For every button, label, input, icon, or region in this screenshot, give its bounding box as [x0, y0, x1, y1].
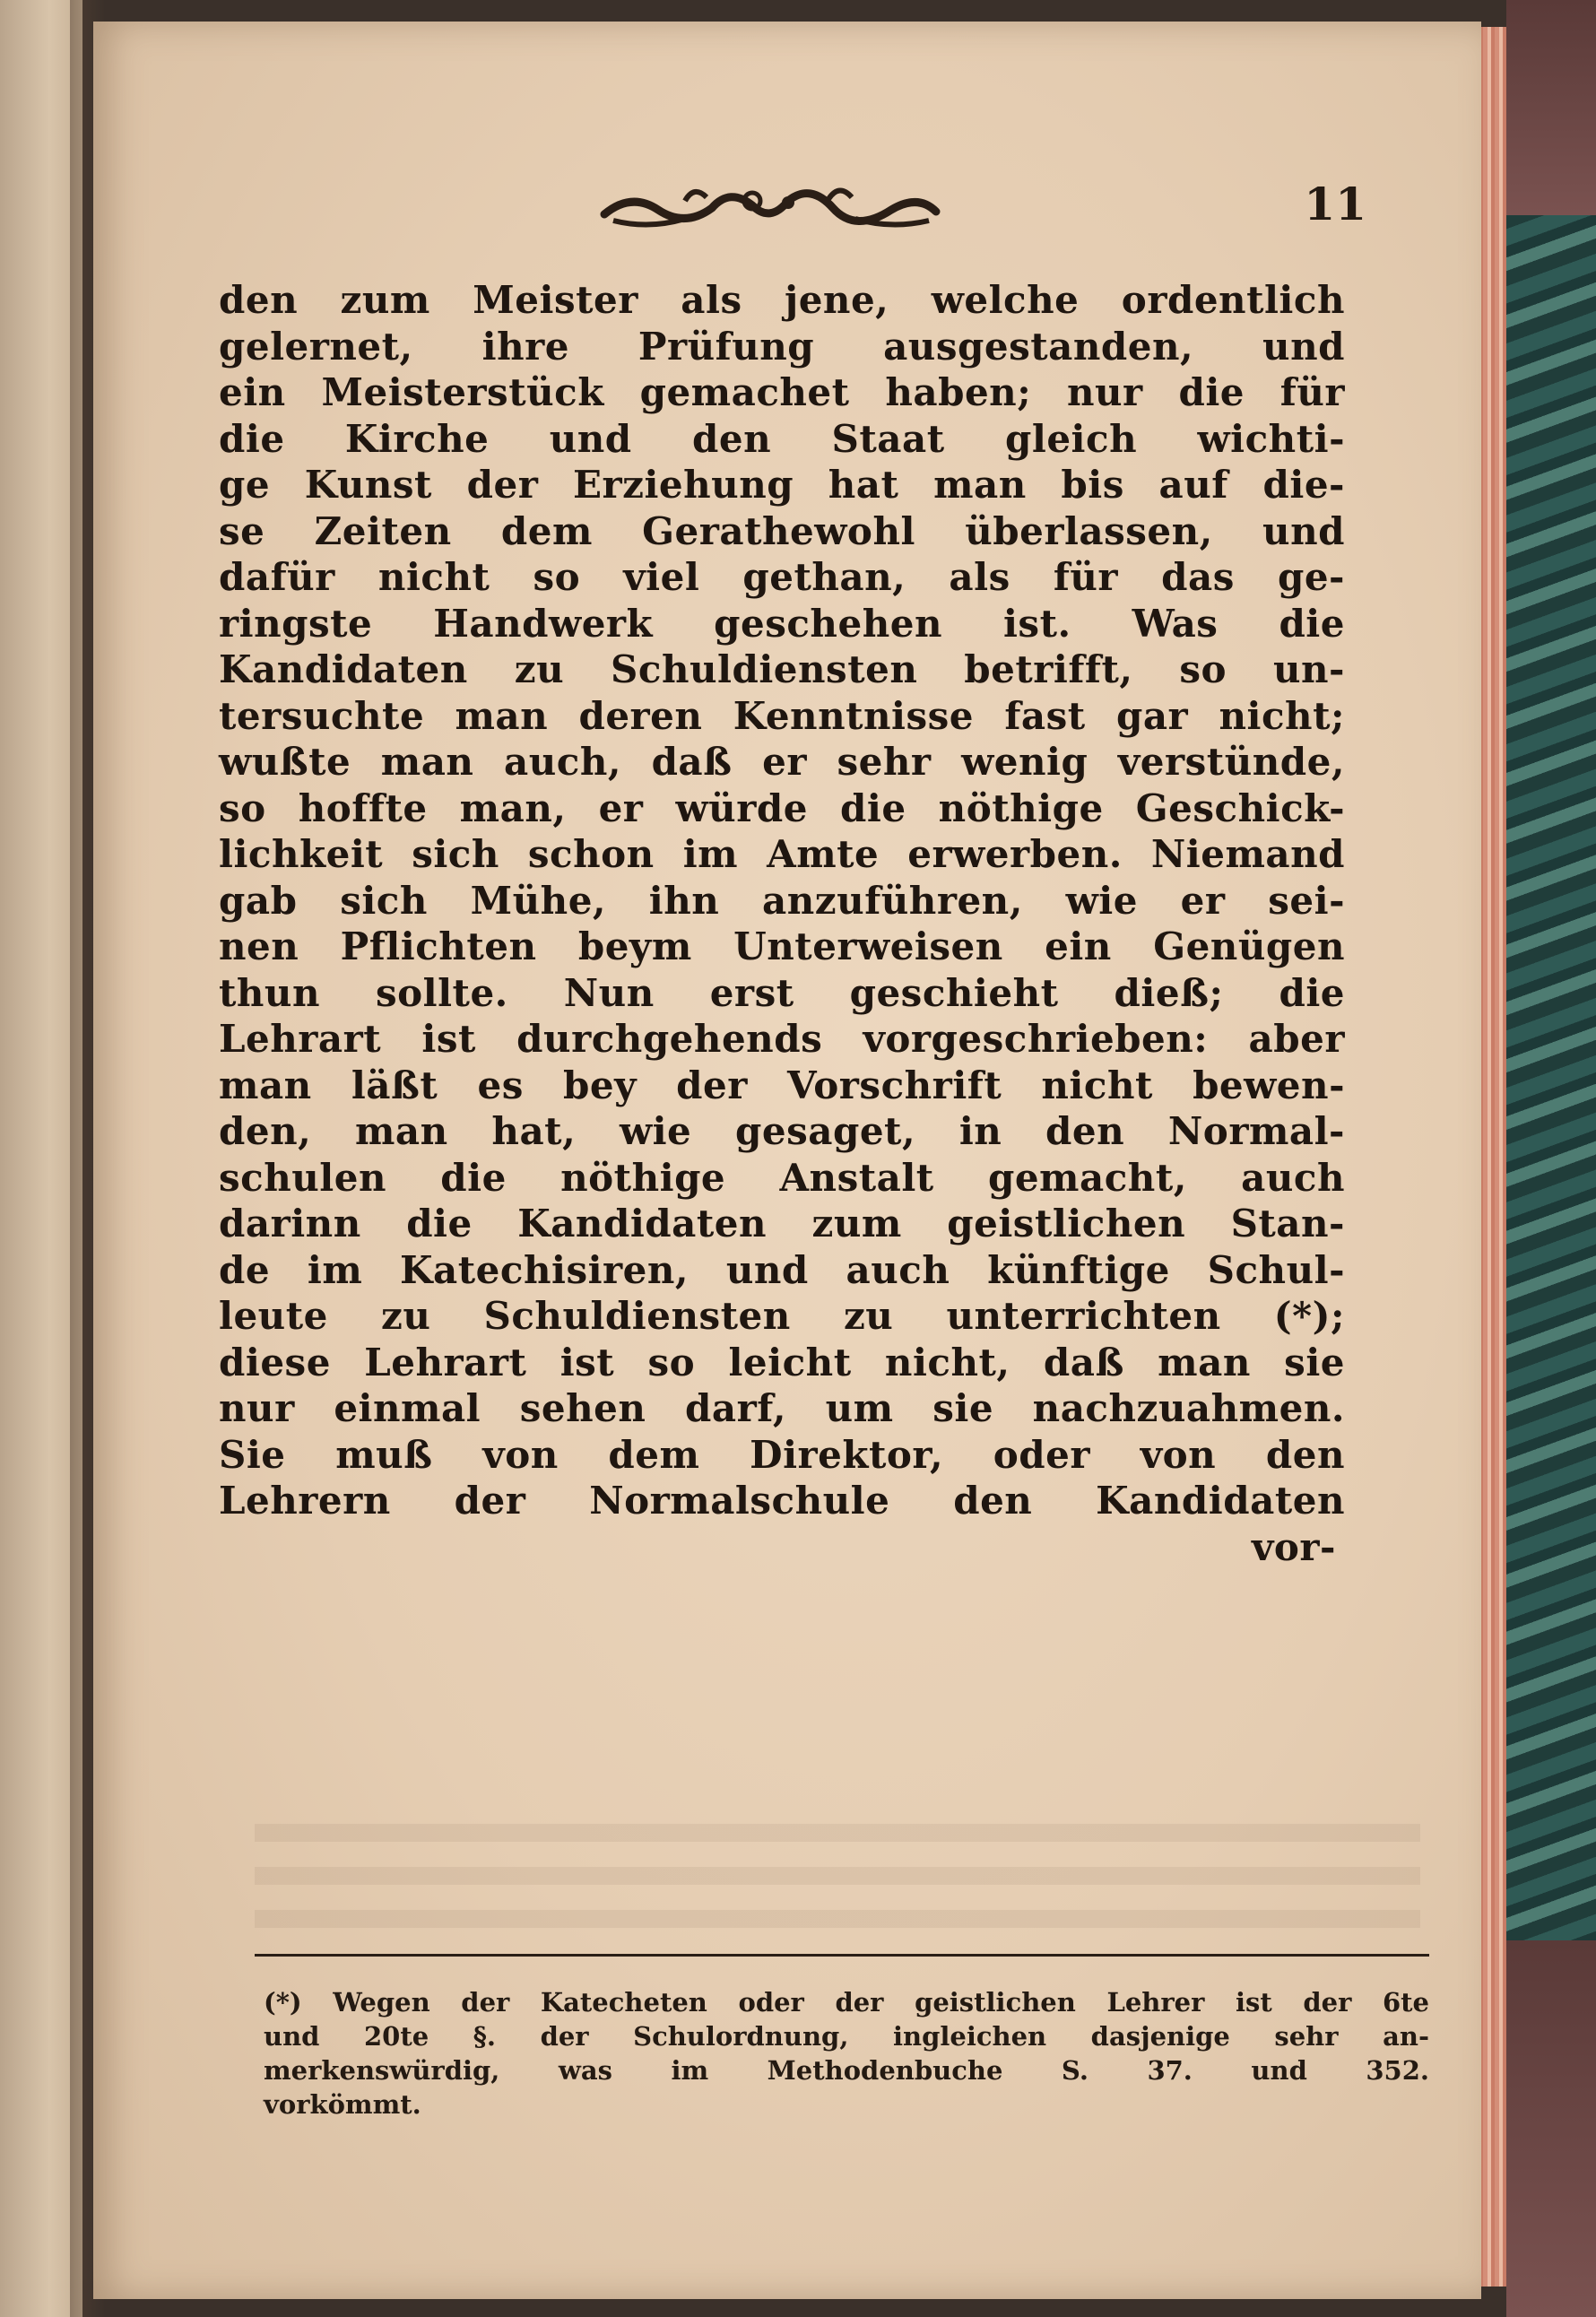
text-line: nen Pflichten beym Unterweisen ein Genügen [219, 924, 1345, 968]
text-line: so hoffte man, er würde die nöthige Geschick- [219, 785, 1345, 830]
text-line: diese Lehrart ist so leicht nicht, daß man sie [219, 1340, 1345, 1384]
text-line: darinn die Kandidaten zum geistlichen Stan- [219, 1202, 1345, 1245]
catchword: vor- [1252, 1524, 1336, 1569]
text-line: den zum Meister als jene, welche ordentlich [219, 278, 1345, 322]
text-line: Lehrart ist durchgehends vorgeschrieben: aber [219, 1017, 1345, 1061]
text-line: man läßt es bey der Vorschrift nicht bewen- [219, 1063, 1345, 1107]
text-line: die Kirche und den Staat gleich wichti- [219, 416, 1345, 461]
text-line: wußte man auch, daß er sehr wenig verstünde, [219, 740, 1345, 784]
text-line: Kandidaten zu Schuldiensten betrifft, so un- [219, 647, 1345, 691]
main-text-block [219, 277, 1345, 1570]
text-line: dafür nicht so viel gethan, als für das ge- [219, 555, 1345, 599]
footnote-line: vorkömmt. [264, 2089, 421, 2120]
leather-corner-bottom [1506, 1940, 1596, 2317]
page-number: 11 [1304, 178, 1366, 230]
text-line: ge Kunst der Erziehung hat man bis auf die- [219, 463, 1345, 507]
show-through-text [255, 1824, 1420, 1931]
text-line: ein Meisterstück gemachet haben; nur die für [219, 370, 1345, 414]
text-line: den, man hat, wie gesaget, in den Normal- [219, 1109, 1345, 1153]
book-page [93, 22, 1481, 2299]
text-line: gab sich Mühe, ihn anzuführen, wie er sei- [219, 878, 1345, 923]
text-line: Sie muß von dem Direktor, oder von den [219, 1432, 1345, 1477]
footnote-rule [255, 1954, 1429, 1957]
text-line: Lehrern der Normalschule den Kandidaten [219, 1479, 1345, 1523]
page-header [595, 174, 1447, 246]
text-line: se Zeiten dem Gerathewohl überlassen, und [219, 508, 1345, 553]
text-line: gelernet, ihre Prüfung ausgestanden, und [219, 324, 1345, 369]
text-line: ringste Handwerk geschehen ist. Was die [219, 601, 1345, 646]
footnote-line: merkenswürdig, was im Methodenbuche S. 37. und 352. [264, 2055, 1429, 2086]
text-line: leute zu Schuldiensten zu unterrichten (*); [219, 1294, 1345, 1338]
text-line: schulen die nöthige Anstalt gemacht, auch [219, 1155, 1345, 1200]
text-line: tersuchte man deren Kenntnisse fast gar nicht; [219, 693, 1345, 738]
ornament-icon [595, 174, 945, 237]
footnote-line: (*) Wegen der Katecheten oder der geistlichen Lehrer ist der 6te [264, 1987, 1429, 2018]
footnote-line: und 20te §. der Schulordnung, ingleichen dasjenige sehr an- [264, 2021, 1429, 2052]
text-line: lichkeit sich schon im Amte erwerben. Niemand [219, 832, 1345, 876]
text-line: thun sollte. Nun erst geschieht dieß; die [219, 970, 1345, 1015]
text-line: nur einmal sehen darf, um sie nachzuahmen. [219, 1386, 1345, 1430]
footnote [264, 1985, 1429, 2122]
leather-corner-top [1506, 0, 1596, 215]
text-line: de im Katechisiren, und auch künftige Schul- [219, 1247, 1345, 1292]
